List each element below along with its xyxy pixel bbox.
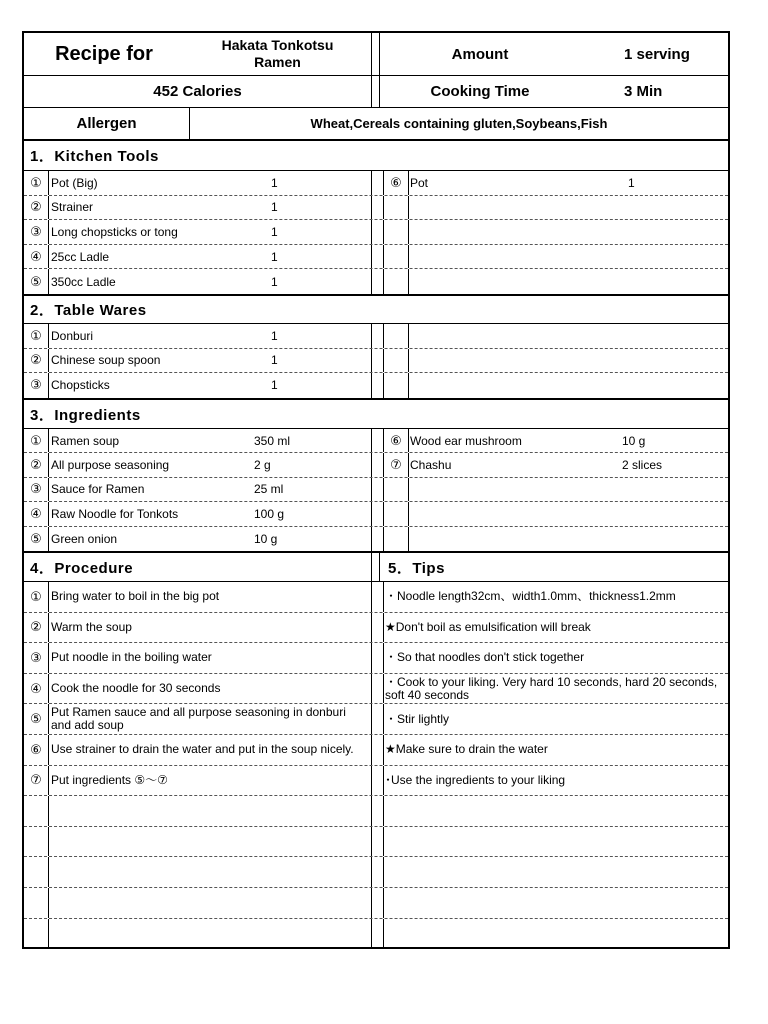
step-number [24, 827, 49, 857]
table-ware-row [24, 324, 728, 349]
recipe-for-label: Recipe for [55, 42, 153, 65]
cooking-time-value: 3 Min [624, 83, 663, 100]
item-name: Strainer [51, 200, 94, 215]
ingredient-row [24, 429, 728, 453]
column-divider [383, 919, 384, 950]
kitchen-tool-row [24, 245, 728, 270]
kitchen-tool-row [24, 196, 728, 221]
item-number: ⑦ [383, 453, 409, 476]
procedure-row [24, 735, 728, 766]
column-divider [383, 674, 384, 704]
item-number: ② [24, 196, 49, 220]
step-text: Put noodle in the boiling water [51, 650, 212, 665]
column-divider [383, 827, 384, 857]
tip-text: ・Stir lightly [385, 711, 450, 726]
tip-text: ★Make sure to drain the water [385, 742, 548, 757]
item-quantity: 1 [271, 274, 278, 289]
item-name: Wood ear mushroom [410, 433, 522, 448]
item-name: 350cc Ladle [51, 274, 116, 289]
step-text: Put Ramen sauce and all purpose seasoning in donburi and add soup [51, 705, 346, 733]
item-name: Chinese soup spoon [51, 353, 161, 368]
step-number: ④ [24, 674, 49, 704]
item-quantity: 350 ml [254, 433, 291, 448]
item-number: ③ [24, 220, 49, 244]
ingredient-row [24, 453, 728, 477]
item-number: ④ [24, 502, 49, 525]
item-quantity: 1 [271, 200, 278, 215]
item-quantity: 25 ml [254, 482, 284, 497]
item-name: Chopsticks [51, 378, 110, 393]
item-number [383, 478, 409, 501]
item-number [383, 527, 409, 551]
procedure-row [24, 888, 728, 919]
item-number: ⑤ [24, 269, 49, 294]
item-name: Chashu [410, 458, 452, 473]
section-procedure-tips-title [24, 551, 728, 582]
step-number [24, 857, 49, 887]
item-number [383, 245, 409, 269]
ingredient-row [24, 527, 728, 551]
tip-text: ・Cook to your liking. Very hard 10 seconds, hard 20 seconds, soft 40 seconds [385, 674, 718, 702]
tips-heading: 5．Tips [388, 559, 445, 577]
item-quantity: 1 [271, 353, 278, 368]
step-number: ⑦ [24, 766, 49, 796]
item-name: Raw Noodle for Tonkots [51, 506, 179, 521]
item-name: Green onion [51, 531, 118, 546]
item-quantity: 2 slices [622, 458, 663, 473]
item-number: ⑤ [24, 527, 49, 551]
item-name: Ramen soup [51, 433, 120, 448]
item-name: 25cc Ladle [51, 249, 110, 264]
column-divider [383, 582, 384, 612]
column-divider [383, 857, 384, 887]
item-number [383, 349, 409, 373]
kitchen-tools-heading: 1．Kitchen Tools [30, 148, 159, 165]
table-ware-row [24, 373, 728, 398]
column-divider [383, 643, 384, 673]
item-quantity: 1 [271, 328, 278, 343]
item-number: ① [24, 171, 49, 195]
item-name: Donburi [51, 328, 94, 343]
column-divider [383, 766, 384, 796]
item-number: ② [24, 453, 49, 476]
step-text [51, 827, 361, 857]
allergen-label: Allergen [76, 115, 137, 132]
item-number: ④ [24, 245, 49, 269]
procedure-row [24, 857, 728, 888]
item-quantity: 10 g [254, 531, 278, 546]
column-divider [383, 613, 384, 643]
procedure-row [24, 919, 728, 950]
ingredient-row [24, 478, 728, 502]
allergen-value: Wheat,Cereals containing gluten,Soybeans,Fish [310, 116, 608, 131]
step-text: Bring water to boil in the big pot [51, 589, 220, 604]
tip-text [385, 857, 720, 887]
kitchen-tool-row [24, 269, 728, 294]
tip-text [385, 888, 720, 918]
column-divider [383, 735, 384, 765]
item-number [383, 269, 409, 294]
calories-value: 452 Calories [153, 83, 242, 100]
step-number: ① [24, 582, 49, 612]
section-ingredients-title [24, 398, 728, 429]
table-ware-row [24, 349, 728, 374]
kitchen-tool-row [24, 220, 728, 245]
item-number: ⑥ [383, 429, 409, 452]
procedure-row [24, 674, 728, 705]
item-number: ① [24, 429, 49, 452]
item-quantity: 1 [271, 224, 278, 239]
section-table-wares-title [24, 294, 728, 324]
procedure-heading: 4．Procedure [30, 559, 134, 577]
item-number: ③ [24, 373, 49, 398]
step-text: Warm the soup [51, 619, 132, 634]
tip-text [385, 796, 720, 826]
tip-text [385, 919, 720, 950]
section-kitchen-tools-title [24, 141, 728, 171]
item-number [383, 324, 409, 348]
item-name: Pot [410, 175, 429, 190]
item-name: All purpose seasoning [51, 458, 170, 473]
step-text: Put ingredients ⑤～⑦ [51, 772, 168, 787]
item-quantity: 1 [271, 249, 278, 264]
allergen-row [24, 108, 728, 141]
step-number: ⑥ [24, 735, 49, 765]
step-number [24, 796, 49, 826]
item-number [383, 196, 409, 220]
cooking-time-label: Cooking Time [430, 83, 530, 100]
tip-text: ･Use the ingredients to your liking [385, 772, 566, 787]
recipe-sheet [22, 31, 730, 949]
step-number [24, 888, 49, 918]
procedure-row [24, 643, 728, 674]
step-number: ③ [24, 643, 49, 673]
procedure-row [24, 704, 728, 735]
ingredients-heading: 3．Ingredients [30, 406, 141, 424]
step-text [51, 857, 361, 887]
column-divider [383, 796, 384, 826]
item-number [383, 502, 409, 525]
ingredient-row [24, 502, 728, 526]
table-wares-heading: 2．Table Wares [30, 302, 147, 319]
item-quantity: 1 [271, 378, 278, 393]
kitchen-tool-row [24, 171, 728, 196]
step-text [51, 796, 361, 826]
item-number: ⑥ [383, 171, 409, 195]
item-quantity: 1 [628, 175, 635, 190]
item-quantity: 10 g [622, 433, 646, 448]
item-number [383, 220, 409, 244]
step-number: ② [24, 613, 49, 643]
step-text: Cook the noodle for 30 seconds [51, 681, 221, 696]
step-number [24, 919, 49, 950]
header-row-title [24, 33, 728, 76]
procedure-row [24, 827, 728, 858]
item-name: Long chopsticks or tong [51, 224, 178, 239]
item-quantity: 1 [271, 175, 278, 190]
step-text [51, 888, 361, 918]
procedure-row [24, 613, 728, 644]
procedure-row [24, 766, 728, 797]
header-row-calories [24, 76, 728, 108]
column-divider [383, 704, 384, 734]
item-number [383, 373, 409, 398]
item-number: ② [24, 349, 49, 373]
step-text [51, 919, 361, 950]
amount-value: 1 serving [624, 45, 690, 63]
procedure-row [24, 796, 728, 827]
step-text: Use strainer to drain the water and put in the soup nicely. [51, 742, 354, 757]
item-quantity: 100 g [254, 506, 285, 521]
amount-label: Amount [451, 45, 509, 63]
tip-text [385, 827, 720, 857]
item-quantity: 2 g [254, 458, 271, 473]
item-name: Pot (Big) [51, 175, 98, 190]
step-number: ⑤ [24, 704, 49, 734]
recipe-name: Hakata Tonkotsu Ramen [221, 37, 334, 70]
tip-text: ・So that noodles don't stick together [385, 650, 585, 665]
procedure-row [24, 582, 728, 613]
column-divider [383, 888, 384, 918]
item-number: ③ [24, 478, 49, 501]
item-name: Sauce for Ramen [51, 482, 145, 497]
tip-text: ★Don't boil as emulsification will break [385, 619, 591, 634]
tip-text: ・Noodle length32cm、width1.0mm、thickness1.2mm [385, 589, 676, 604]
item-number: ① [24, 324, 49, 348]
